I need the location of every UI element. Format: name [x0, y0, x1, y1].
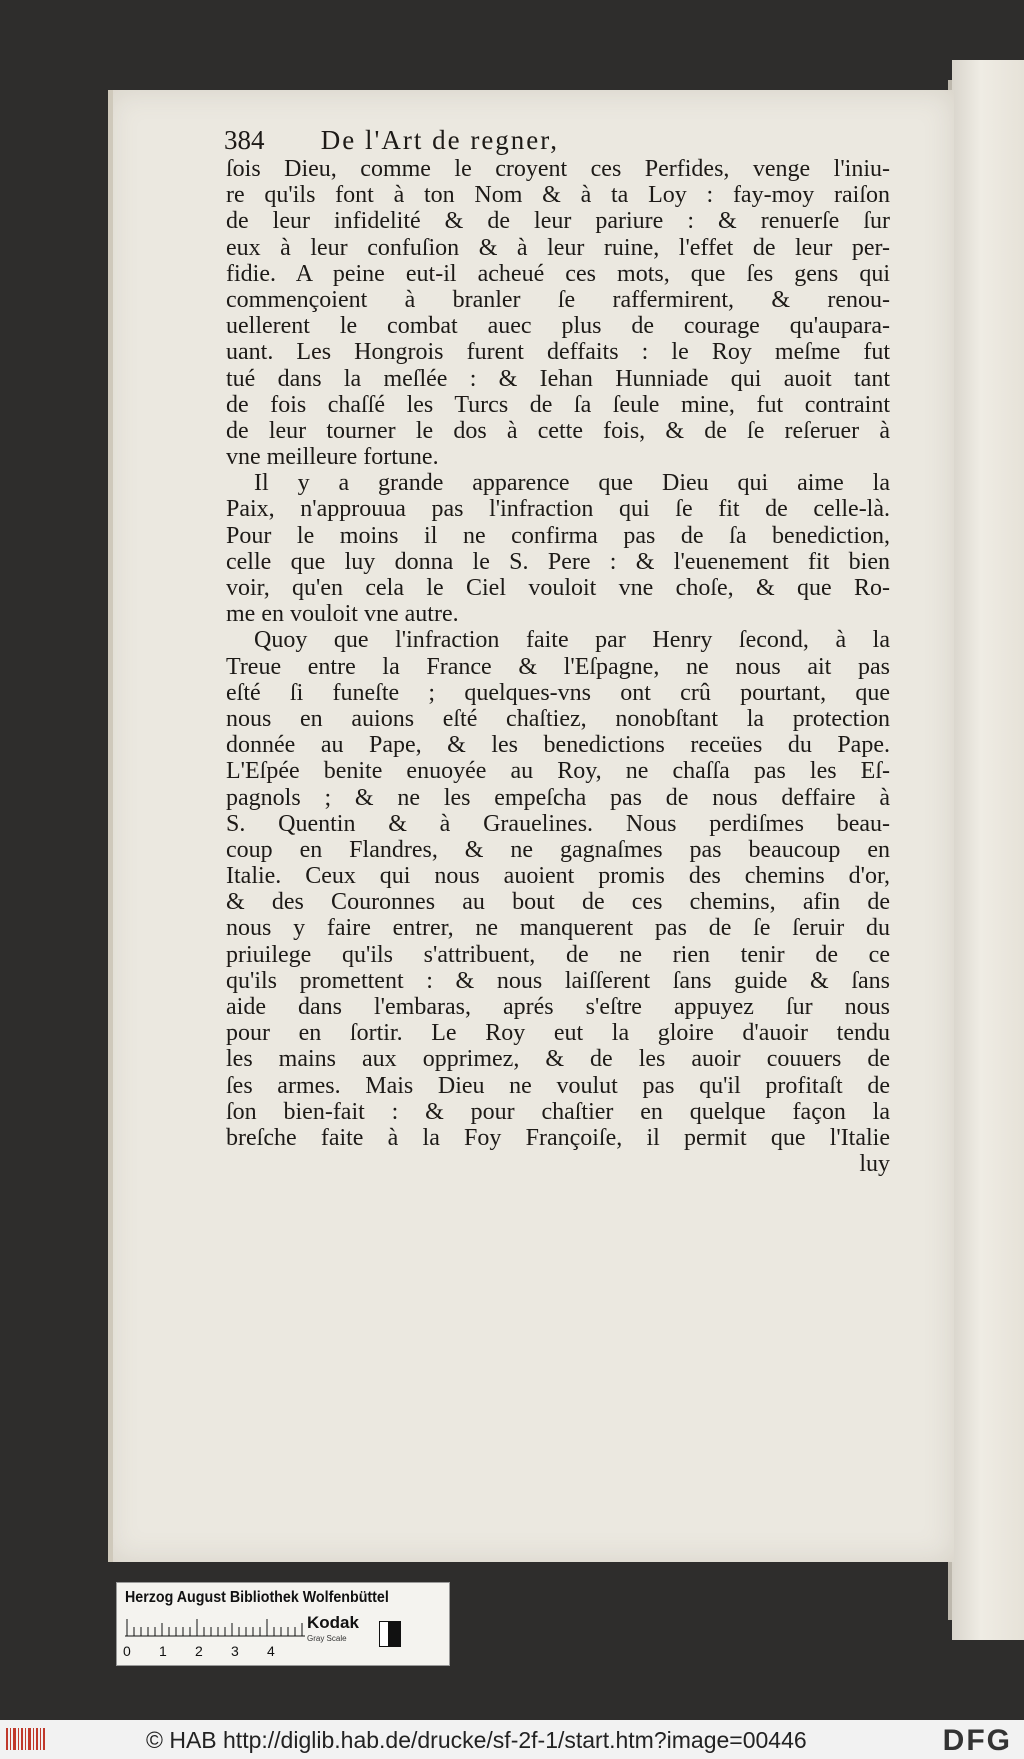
- text-line: ſois Dieu, comme le croyent ces Perfides, venge l'iniu-: [226, 156, 890, 182]
- text-line: & des Couronnes au bout de ces chemins, afin de: [226, 889, 890, 916]
- text-line: ſes armes. Mais Dieu ne voulut pas qu'il profitaſt de: [226, 1072, 890, 1099]
- text-line: de leur infidelité & de leur pariure : & renuerſe ſur: [226, 208, 890, 235]
- text-line: pagnols ; & ne les empeſcha pas de nous deffaire à: [226, 784, 890, 811]
- gray-swatch: [379, 1621, 401, 1647]
- text-line: eſté ſi funeſte ; quelques-vns ont crû pourtant, que: [226, 679, 890, 706]
- text-line: pour en ſortir. Le Roy eut la gloire d'auoir tendu: [226, 1020, 890, 1047]
- running-title: De l'Art de regner,: [320, 125, 559, 155]
- text-line: me en vouloit vne autre.: [226, 601, 459, 628]
- text-line: eux à leur confuſion & à leur ruine, l'effet de leur per-: [226, 234, 890, 261]
- text-line: donnée au Pape, & les benedictions receües du Pape.: [226, 732, 890, 759]
- text-line: les mains aux opprimez, & de les auoir couuers de: [226, 1046, 890, 1073]
- text-line: commençoient à branler ſe raffermirent, & renou-: [226, 286, 890, 313]
- text-line: tué dans la meſlée : & Iehan Hunniade qui auoit tant: [226, 365, 890, 392]
- text-line: ſon bien-fait : & pour chaſtier en quelque façon la: [226, 1098, 890, 1125]
- text-line: nous y faire entrer, ne manquerent pas de ſe ſeruir du: [226, 915, 890, 942]
- ruler-number: 0: [123, 1643, 131, 1659]
- text-line: Quoy que l'infraction faite par Henry ſecond, à la: [254, 627, 890, 654]
- catchword: luy: [859, 1151, 890, 1178]
- text-line: voir, qu'en cela le Ciel vouloit vne choſe, & que Ro-: [226, 575, 890, 601]
- facing-page: [952, 60, 1024, 1640]
- text-line: breſche faite à la Foy Françoiſe, il permit que l'Italie: [226, 1124, 890, 1151]
- page-gutter: [108, 90, 113, 1562]
- scan-color-bar: [116, 1582, 450, 1666]
- text-line: vne meilleure fortune.: [226, 444, 439, 471]
- barcode-icon: [6, 1726, 46, 1752]
- text-line: Pour le moins il ne confirma pas de ſa benediction,: [226, 522, 890, 549]
- copyright-link[interactable]: © HAB http://diglib.hab.de/drucke/sf-2f-1/start.htm?image=00446: [146, 1727, 807, 1753]
- text-line: Paix, n'approuua pas l'infraction qui ſe fit de celle-là.: [226, 496, 890, 523]
- text-line: S. Quentin & à Grauelines. Nous perdiſmes beau-: [226, 810, 890, 837]
- text-line: uant. Les Hongrois furent deffaits : le Roy meſme fut: [226, 339, 890, 366]
- text-line: L'Eſpée benite enuoyée au Roy, ne chaſſa pas les Eſ-: [226, 758, 890, 785]
- page-header: [224, 120, 824, 160]
- text-line: coup en Flandres, & ne gagnaſmes pas beaucoup en: [226, 836, 890, 863]
- kodak-label: Kodak: [307, 1613, 359, 1632]
- ruler-number: 3: [231, 1643, 239, 1659]
- ruler-scale: [125, 1613, 305, 1637]
- text-line: qu'ils promettent : & nous laiſſerent ſans guide & ſans: [226, 967, 890, 994]
- page-body: [226, 156, 890, 1177]
- text-line: de fois chaſſé les Turcs de ſa ſeule mine, fut contraint: [226, 391, 890, 418]
- text-line: Treue entre la France & l'Eſpagne, ne nous ait pas: [226, 653, 890, 680]
- ruler-number: 2: [195, 1643, 203, 1659]
- text-line: priuilege qu'ils s'attribuent, de ne rien tenir de ce: [226, 941, 890, 968]
- text-line: nous en auions eſté chaſtiez, nonobſtant la protection: [226, 705, 890, 732]
- text-line: de leur tourner le dos à cette fois, & de ſe reſeruer à: [226, 417, 890, 444]
- text-line: aide dans l'embaras, aprés s'eſtre appuyez ſur nous: [226, 994, 890, 1020]
- text-line: re qu'ils font à ton Nom & à ta Loy : fay-moy raiſon: [226, 182, 890, 209]
- gray-scale-label: Gray Scale: [307, 1634, 347, 1643]
- ruler-number: 1: [159, 1643, 167, 1659]
- text-line: uellerent le combat auec plus de courage qu'aupara-: [226, 313, 890, 340]
- page-number: 384: [224, 125, 265, 155]
- text-line: Italie. Ceux qui nous auoient promis des chemins d'or,: [226, 863, 890, 890]
- text-line: Il y a grande apparence que Dieu qui aime la: [254, 470, 890, 497]
- dfg-logo: DFG: [942, 1724, 1012, 1757]
- viewer-footer: [0, 1720, 1024, 1759]
- text-line: celle que luy donna le S. Pere : & l'euenement fit bien: [226, 548, 890, 575]
- ruler-number: 4: [267, 1643, 275, 1659]
- institution-label: Herzog August Bibliothek Wolfenbüttel: [125, 1589, 389, 1606]
- text-line: fidie. A peine eut-il acheué ces mots, que ſes gens qui: [226, 260, 890, 287]
